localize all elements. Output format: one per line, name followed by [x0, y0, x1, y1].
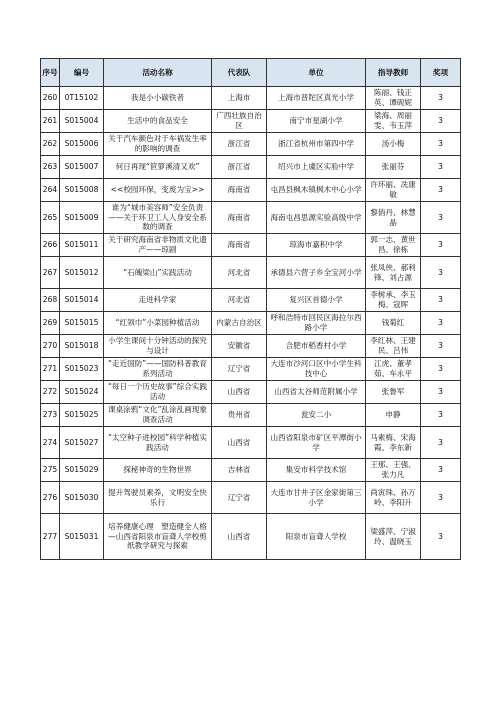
- header-activity-name: 活动名称: [104, 59, 212, 87]
- cell-teacher: 许环丽、冼康敏: [366, 179, 421, 202]
- table-row: [41, 335, 461, 358]
- cell-award: 3: [421, 133, 461, 156]
- table-row: [41, 459, 461, 482]
- header-teacher: 指导教师: [366, 59, 421, 87]
- table-row: [41, 257, 461, 289]
- cell-activity-name: 走进科学家: [104, 289, 212, 312]
- cell-code: S015015: [60, 312, 104, 335]
- cell-team: 辽宁省: [212, 482, 267, 514]
- cell-teacher: 申静: [366, 404, 421, 427]
- cell-number: 275: [41, 459, 60, 482]
- header-unit: 单位: [267, 59, 366, 87]
- cell-unit: 海南屯昌思源实验高级中学: [267, 202, 366, 234]
- cell-activity-name: 何日再现“笸箩溪清又欢”: [104, 156, 212, 179]
- cell-number: 277: [41, 514, 60, 560]
- cell-unit: 南宁市星湖小学: [267, 110, 366, 133]
- cell-code: S015004: [60, 110, 104, 133]
- cell-award: 3: [421, 110, 461, 133]
- cell-activity-name: “红领巾”小菜园种植活动: [104, 312, 212, 335]
- table-row: [41, 427, 461, 459]
- cell-teacher: 梁海、周丽雯、韦玉萍: [366, 110, 421, 133]
- cell-team: 海南省: [212, 234, 267, 257]
- cell-unit: 大连市甘井子区金家街第三小学: [267, 482, 366, 514]
- table-row: [41, 110, 461, 133]
- cell-code: S015027: [60, 427, 104, 459]
- cell-team: 辽宁省: [212, 358, 267, 381]
- cell-code: S015029: [60, 459, 104, 482]
- cell-team: 山西省: [212, 427, 267, 459]
- cell-award: 3: [421, 257, 461, 289]
- cell-award: 3: [421, 156, 461, 179]
- cell-award: 3: [421, 289, 461, 312]
- cell-award: 3: [421, 234, 461, 257]
- cell-number: 266: [41, 234, 60, 257]
- table-row: [41, 358, 461, 381]
- cell-unit: 复兴区首德小学: [267, 289, 366, 312]
- awards-table: [40, 58, 461, 560]
- cell-teacher: 张凤侠、郝利锋、刘占源: [366, 257, 421, 289]
- table-row: [41, 156, 461, 179]
- cell-activity-name: 小学生课间十分钟活动的探究与设计: [104, 335, 212, 358]
- cell-code: S015023: [60, 358, 104, 381]
- cell-teacher: 黎俏丹、林慧晶: [366, 202, 421, 234]
- table-row: [41, 482, 461, 514]
- cell-code: S015006: [60, 133, 104, 156]
- cell-code: S015007: [60, 156, 104, 179]
- cell-team: 海南省: [212, 179, 267, 202]
- cell-unit: 集安市科学技术馆: [267, 459, 366, 482]
- cell-unit: 瓮安二小: [267, 404, 366, 427]
- cell-activity-name: 培养健康心理 塑造健全人格—山西省阳泉市盲聋人学校剪纸教学研究与探索: [104, 514, 212, 560]
- cell-activity-name: “石魄梁山”实践活动: [104, 257, 212, 289]
- cell-team: 安徽省: [212, 335, 267, 358]
- cell-code: S015008: [60, 179, 104, 202]
- cell-number: 270: [41, 335, 60, 358]
- cell-award: 3: [421, 312, 461, 335]
- cell-award: 3: [421, 404, 461, 427]
- table-body: [41, 87, 461, 560]
- cell-award: 3: [421, 427, 461, 459]
- table-row: [41, 87, 461, 110]
- cell-team: 河北省: [212, 289, 267, 312]
- cell-award: 3: [421, 459, 461, 482]
- cell-code: S015011: [60, 234, 104, 257]
- cell-teacher: 钱菊红: [366, 312, 421, 335]
- cell-code: S015018: [60, 335, 104, 358]
- header-code: 编号: [60, 59, 104, 87]
- cell-teacher: 李红林、王建民、吕伟: [366, 335, 421, 358]
- cell-number: 272: [41, 381, 60, 404]
- cell-unit: 琼海市嘉积中学: [267, 234, 366, 257]
- cell-team: 浙江省: [212, 156, 267, 179]
- cell-award: 3: [421, 87, 461, 110]
- cell-code: S015031: [60, 514, 104, 560]
- cell-activity-name: 探秘神奇的生物世界: [104, 459, 212, 482]
- cell-teacher: 汤小梅: [366, 133, 421, 156]
- cell-award: 3: [421, 335, 461, 358]
- cell-team: 内蒙古自治区: [212, 312, 267, 335]
- cell-teacher: 马素梅、宋海霞、李东新: [366, 427, 421, 459]
- cell-activity-name: 关于汽车颜色对于车祸发生率的影响的调查: [104, 133, 212, 156]
- table-row: [41, 234, 461, 257]
- cell-number: 269: [41, 312, 60, 335]
- cell-team: 浙江省: [212, 133, 267, 156]
- cell-teacher: 尚寅珠、孙万岭、李阳升: [366, 482, 421, 514]
- cell-teacher: 陈丽、钱正英、谭砚妮: [366, 87, 421, 110]
- table-row: [41, 133, 461, 156]
- cell-unit: 合肥市稻香村小学: [267, 335, 366, 358]
- cell-number: 271: [41, 358, 60, 381]
- cell-team: 山西省: [212, 381, 267, 404]
- cell-teacher: 梁盛萍、宁淑玲、温晓玉: [366, 514, 421, 560]
- cell-award: 3: [421, 482, 461, 514]
- cell-activity-name: 谁为“城市美容师”安全负责——关于环卫工人人身安全系数的调查: [104, 202, 212, 234]
- cell-code: S015012: [60, 257, 104, 289]
- header-number: 序号: [41, 59, 60, 87]
- cell-unit: 上海市普陀区真光小学: [267, 87, 366, 110]
- cell-activity-name: “走近国防”——国防科普教育系列活动: [104, 358, 212, 381]
- cell-teacher: 张丽芬: [366, 156, 421, 179]
- cell-team: 吉林省: [212, 459, 267, 482]
- cell-award: 3: [421, 381, 461, 404]
- table-row: [41, 179, 461, 202]
- cell-team: 海南省: [212, 202, 267, 234]
- cell-number: 268: [41, 289, 60, 312]
- header-award: 奖项: [421, 59, 461, 87]
- cell-teacher: 江虎、董孝茹、车永平: [366, 358, 421, 381]
- cell-unit: 山西省太谷师范附属小学: [267, 381, 366, 404]
- cell-team: 山西省: [212, 514, 267, 560]
- cell-unit: 阳泉市盲聋人学校: [267, 514, 366, 560]
- cell-activity-name: <<校园环保，变废为宝>>: [104, 179, 212, 202]
- cell-unit: 山西省阳泉市矿区平潭街小学: [267, 427, 366, 459]
- table-row: [41, 404, 461, 427]
- cell-number: 263: [41, 156, 60, 179]
- cell-number: 261: [41, 110, 60, 133]
- table-row: [41, 312, 461, 335]
- cell-activity-name: “太空种子进校园”科学种植实践活动: [104, 427, 212, 459]
- cell-activity-name: 我是小小碳铁者: [104, 87, 212, 110]
- cell-unit: 呼和浩特市回民区海拉尔西路小学: [267, 312, 366, 335]
- cell-number: 274: [41, 427, 60, 459]
- cell-unit: 承德县六营子乡全宝河小学: [267, 257, 366, 289]
- cell-teacher: 张鲁军: [366, 381, 421, 404]
- cell-unit: 浙江省杭州市第四中学: [267, 133, 366, 156]
- cell-number: 260: [41, 87, 60, 110]
- cell-team: 贵州省: [212, 404, 267, 427]
- cell-award: 3: [421, 202, 461, 234]
- cell-activity-name: “每日一个历史故事”综合实践活动: [104, 381, 212, 404]
- cell-award: 3: [421, 179, 461, 202]
- table-row: [41, 381, 461, 404]
- cell-unit: 绍兴市上虞区实验中学: [267, 156, 366, 179]
- cell-number: 265: [41, 202, 60, 234]
- cell-number: 267: [41, 257, 60, 289]
- cell-activity-name: 提升驾驶员素养，文明安全快乐行: [104, 482, 212, 514]
- cell-code: S015024: [60, 381, 104, 404]
- table-row: [41, 202, 461, 234]
- cell-team: 河北省: [212, 257, 267, 289]
- cell-unit: 大连市沙河口区中小学生科技中心: [267, 358, 366, 381]
- table-row: [41, 514, 461, 560]
- table-row: [41, 289, 461, 312]
- cell-teacher: 郭一志、黄世昌、徐栋: [366, 234, 421, 257]
- cell-unit: 屯昌县枫木镇枫木中心小学: [267, 179, 366, 202]
- cell-number: 262: [41, 133, 60, 156]
- cell-teacher: 王那、王强、张力凡: [366, 459, 421, 482]
- cell-activity-name: 生活中的食品安全: [104, 110, 212, 133]
- cell-activity-name: 课桌涂鸦“文化”乱涂乱画现象调查活动: [104, 404, 212, 427]
- cell-team: 广西壮族自治区: [212, 110, 267, 133]
- cell-teacher: 李树承、李玉梅、寇晖: [366, 289, 421, 312]
- cell-code: 0T15102: [60, 87, 104, 110]
- header-team: 代表队: [212, 59, 267, 87]
- cell-award: 3: [421, 358, 461, 381]
- cell-number: 273: [41, 404, 60, 427]
- cell-number: 276: [41, 482, 60, 514]
- table-header-row: [41, 59, 461, 87]
- cell-code: S015014: [60, 289, 104, 312]
- cell-code: S015030: [60, 482, 104, 514]
- cell-activity-name: 关于研究海南省非物质文化遗产——琼剧: [104, 234, 212, 257]
- cell-award: 3: [421, 514, 461, 560]
- cell-code: S015009: [60, 202, 104, 234]
- cell-number: 264: [41, 179, 60, 202]
- cell-team: 上海市: [212, 87, 267, 110]
- cell-code: S015025: [60, 404, 104, 427]
